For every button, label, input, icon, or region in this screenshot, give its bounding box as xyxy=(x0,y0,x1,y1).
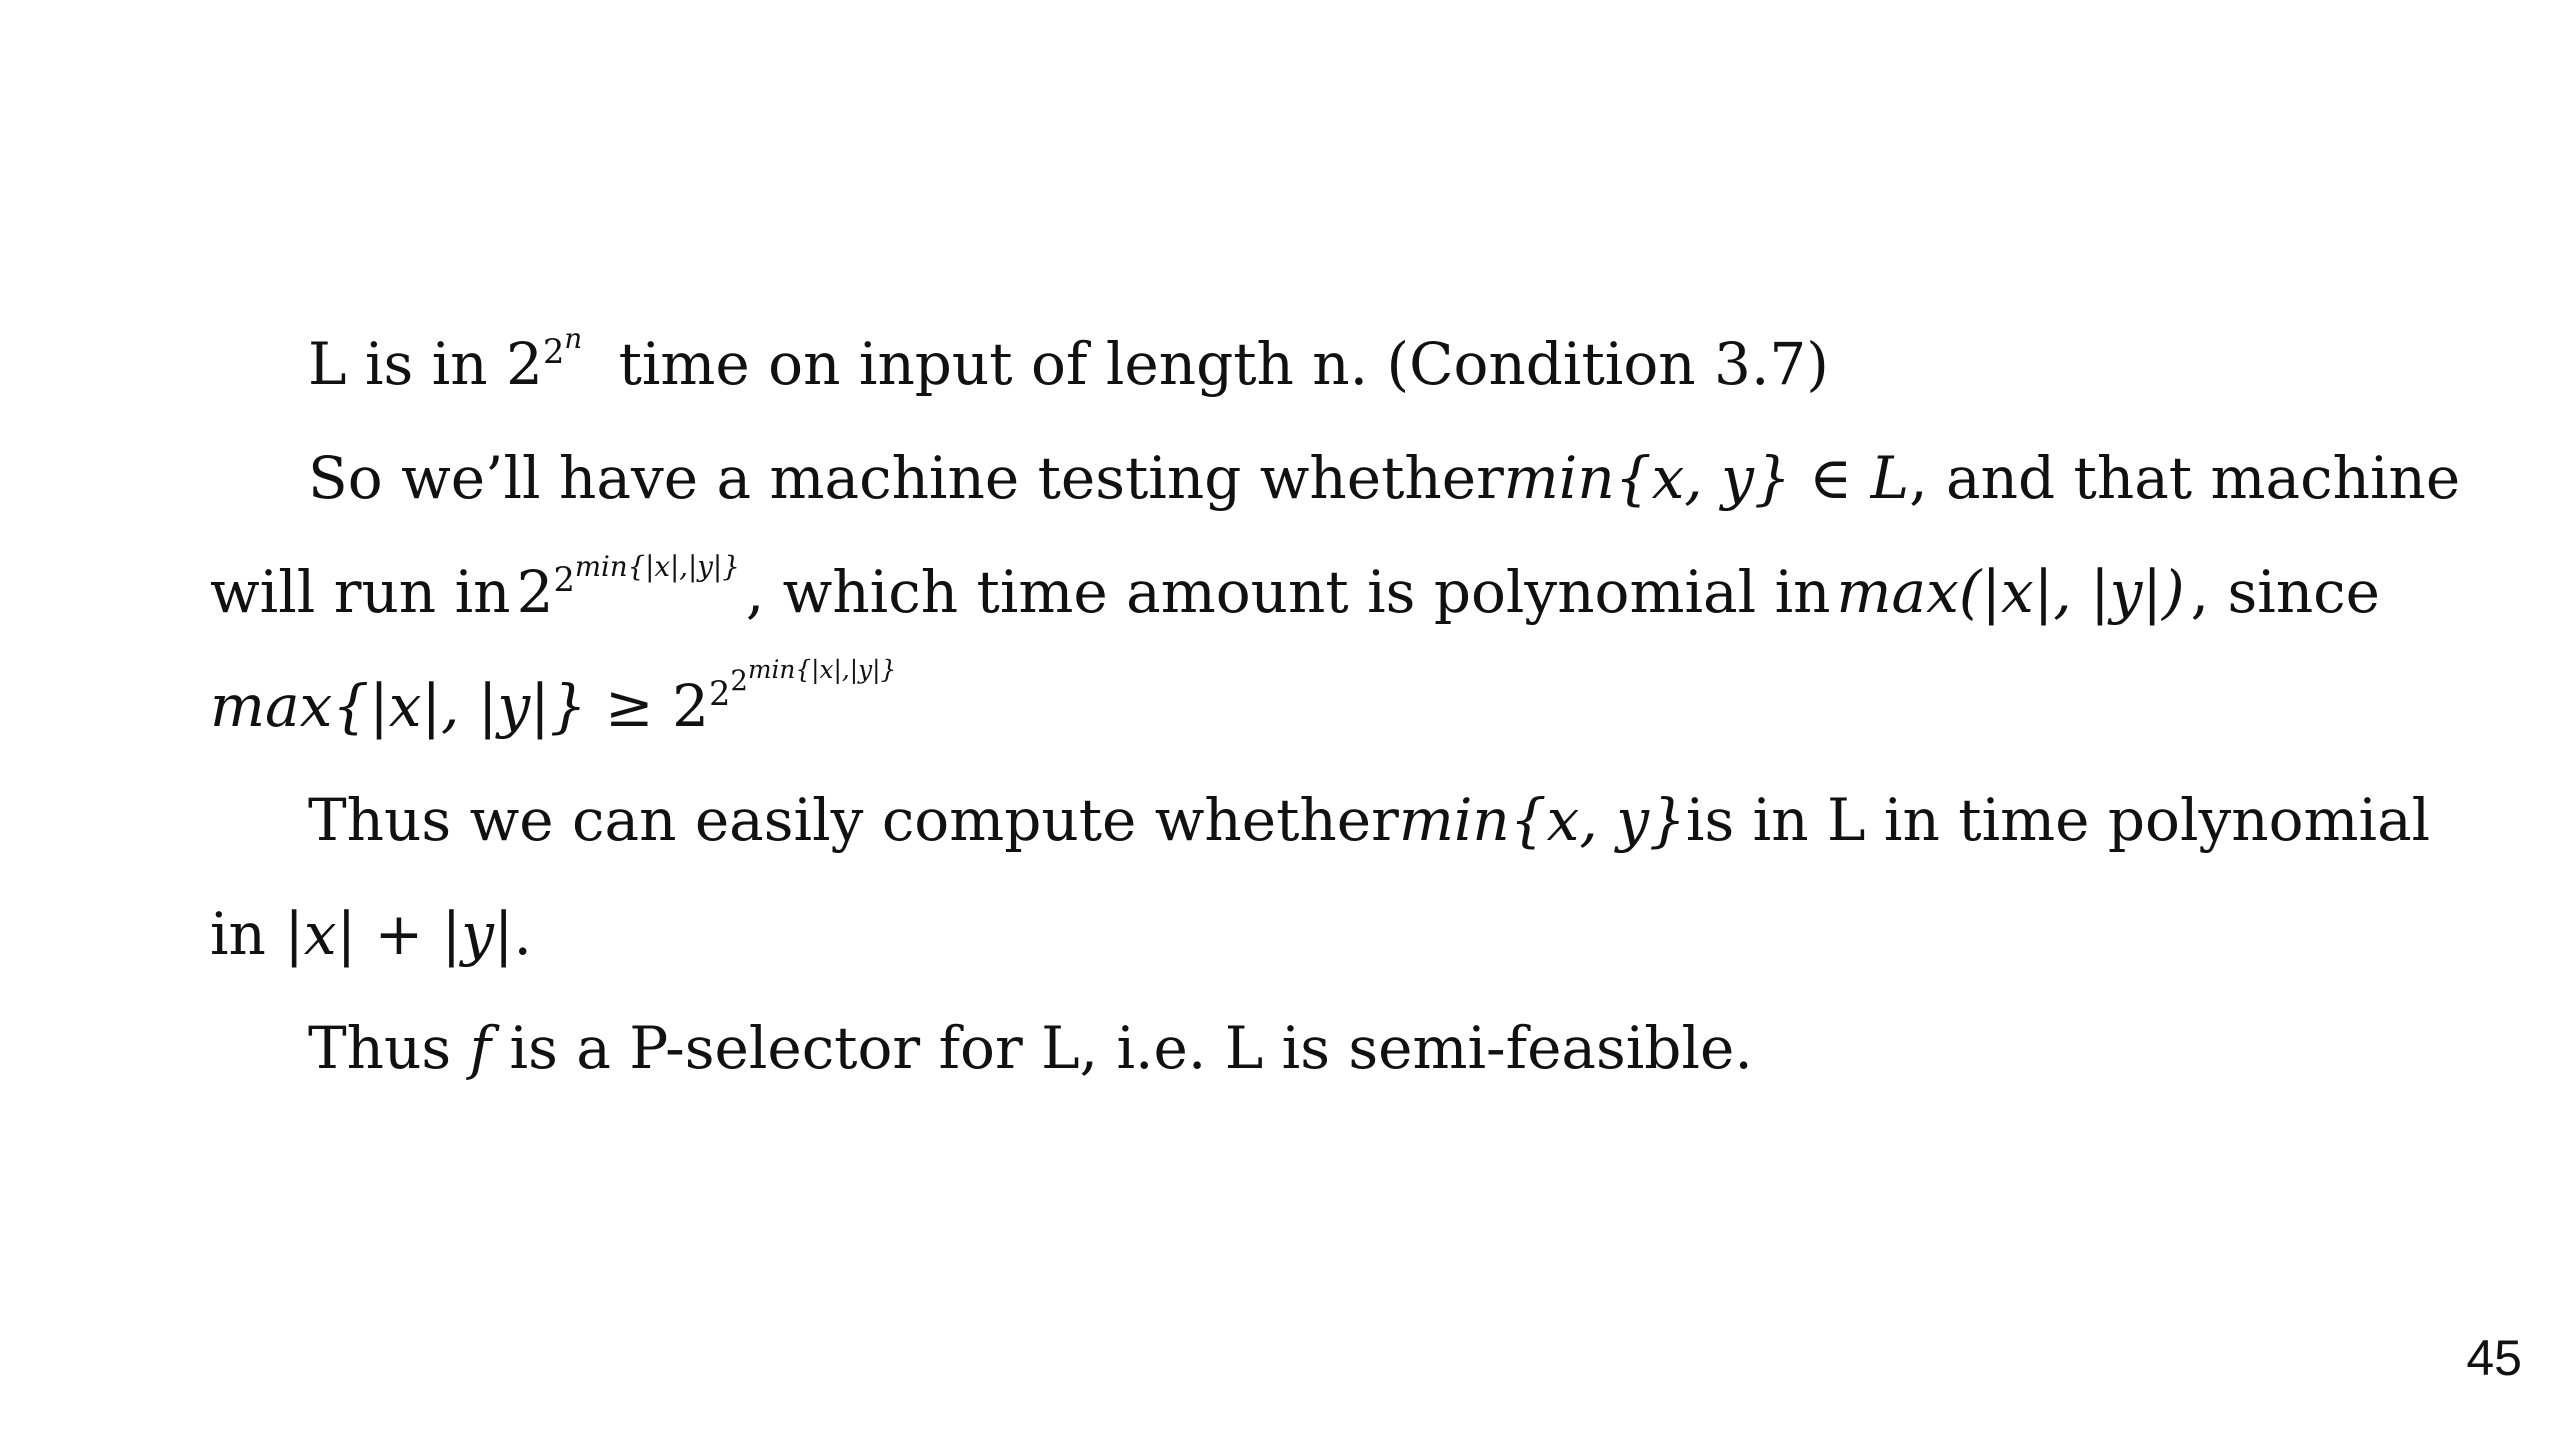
line2-math: min{x, y} ∈ L xyxy=(1503,444,1910,512)
proof-line-compute xyxy=(210,786,2431,905)
line3-math: max(|x|, |y|) xyxy=(1836,558,2185,626)
line7-math: f xyxy=(469,1014,492,1082)
proof-line-time-bound xyxy=(210,322,2380,449)
line4-math: max{|x|, |y|} ≥ xyxy=(210,672,654,740)
line4-exp-power xyxy=(730,654,897,697)
proof-line-inequality xyxy=(210,654,2380,791)
line4-power-exponent xyxy=(708,654,897,714)
line3-power xyxy=(516,550,740,626)
line1-exp-exp: n xyxy=(564,322,583,355)
line4-exp-base: 2 xyxy=(708,674,731,714)
line3-exp-base: 2 xyxy=(553,560,575,600)
line3-power-exponent xyxy=(553,550,740,600)
proof-line-conclusion xyxy=(210,1014,2380,1133)
line1-lead: L is in xyxy=(308,330,488,398)
line1-power-base: 2 xyxy=(506,330,543,398)
proof-line-machine xyxy=(210,444,2461,563)
line3-trail: , since xyxy=(2190,558,2380,626)
line2-trail: , and that machine xyxy=(1909,444,2461,512)
line5-lead: Thus we can easily compute whether xyxy=(308,786,1399,854)
line2-lead: So we’ll have a machine testing whether xyxy=(308,444,1504,512)
page-number: 45 xyxy=(2466,1330,2522,1386)
line3-exp-exp: min{|x|,|y|} xyxy=(574,550,740,583)
proof-text xyxy=(210,322,2461,1133)
line5-math: min{x, y} xyxy=(1398,786,1686,854)
line4-power xyxy=(672,654,897,740)
line4-exp-exp-exp: min{|x|,|y|} xyxy=(747,654,897,684)
line6-lead: in xyxy=(210,900,266,968)
line1-power-exponent xyxy=(542,322,583,372)
line6-trail: . xyxy=(513,900,532,968)
line7-lead: Thus xyxy=(308,1014,452,1082)
line3-lead: will run in xyxy=(210,558,511,626)
line6-math: |x| + |y| xyxy=(284,900,514,968)
line4-exp-exp-base: 2 xyxy=(730,664,748,697)
line1-trail: time on input of length n. (Condition 3.7) xyxy=(618,330,1829,398)
line7-trail: is a P-selector for L, i.e. L is semi-feasible. xyxy=(509,1014,1753,1082)
line3-power-base: 2 xyxy=(516,558,554,626)
proof-line-runtime xyxy=(210,550,2380,677)
line5-trail: is in L in time polynomial xyxy=(1685,786,2431,854)
line4-power-base: 2 xyxy=(672,672,709,740)
proof-line-polynomial-input xyxy=(210,900,2380,1019)
line1-power xyxy=(506,322,583,398)
line3-mid: , which time amount is polynomial in xyxy=(745,558,1831,626)
line1-exp-base: 2 xyxy=(542,332,565,372)
